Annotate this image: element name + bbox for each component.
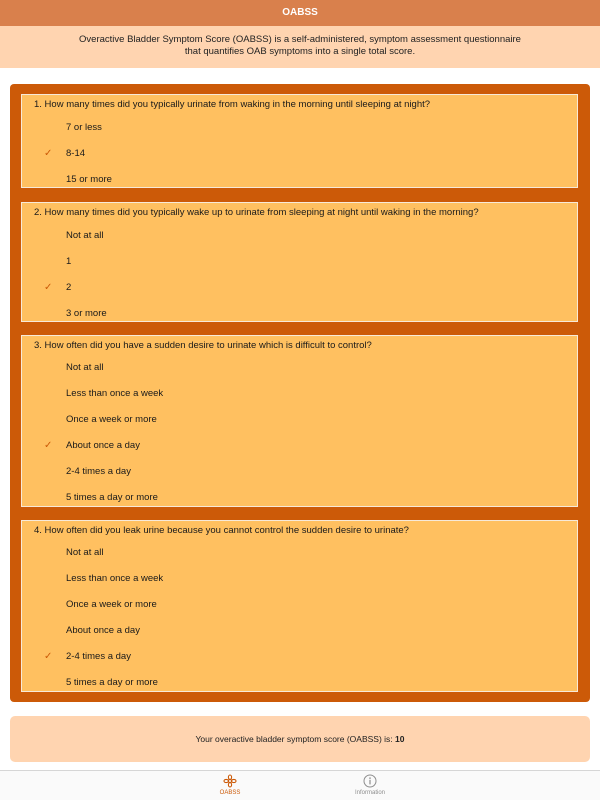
checkmark-icon [44, 677, 56, 689]
question-3 [21, 335, 578, 507]
option-label: 2 [66, 282, 72, 293]
score-label: Your overactive bladder symptom score (OABSS) is: [195, 734, 393, 744]
answer-option[interactable] [22, 116, 577, 142]
answer-option[interactable] [22, 142, 577, 168]
answer-option[interactable] [22, 276, 577, 302]
checkmark-icon [44, 625, 56, 637]
option-label: 5 times a day or more [66, 677, 158, 688]
checkmark-icon [44, 466, 56, 478]
option-label: 3 or more [66, 308, 107, 319]
option-label: Once a week or more [66, 414, 157, 425]
question-text: 4. How often did you leak urine because you cannot control the sudden desire to urinate? [34, 525, 409, 536]
checkmark-icon [44, 414, 56, 426]
option-label: Less than once a week [66, 388, 164, 399]
option-label: 5 times a day or more [66, 492, 158, 503]
info-icon [363, 774, 377, 788]
answer-option[interactable] [22, 434, 577, 460]
nav-title: OABSS [282, 7, 318, 18]
question-1 [21, 94, 578, 188]
answer-option[interactable] [22, 168, 577, 194]
option-label: Not at all [66, 362, 104, 373]
answer-option[interactable] [22, 619, 577, 645]
option-label: 8-14 [66, 148, 86, 159]
checkmark-icon: ✓ [44, 651, 53, 662]
checkmark-icon [44, 308, 56, 320]
option-label: 2-4 times a day [66, 466, 131, 477]
option-label: 2-4 times a day [66, 651, 131, 662]
option-label: Less than once a week [66, 573, 164, 584]
tab-information[interactable] [330, 774, 410, 800]
question-2 [21, 202, 578, 322]
nav-bar [0, 0, 600, 26]
option-label: About once a day [66, 625, 140, 636]
question-text: 1. How many times did you typically urinate from waking in the morning until sleeping at night? [34, 99, 431, 110]
option-label: 7 or less [66, 122, 102, 133]
option-label: About once a day [66, 440, 140, 451]
checkmark-icon [44, 362, 56, 374]
answer-option[interactable] [22, 382, 577, 408]
answer-option[interactable] [22, 593, 577, 619]
flower-icon [223, 774, 237, 788]
option-label: 15 or more [66, 174, 112, 185]
checkmark-icon: ✓ [44, 282, 53, 293]
score-result [10, 716, 590, 762]
checkmark-icon [44, 547, 56, 559]
option-label: Not at all [66, 547, 104, 558]
answer-option[interactable] [22, 541, 577, 567]
question-text: 3. How often did you have a sudden desire to urinate which is difficult to control? [34, 340, 372, 351]
question-text: 2. How many times did you typically wake up to urinate from sleeping at night until waking in the morning? [34, 207, 479, 218]
checkmark-icon: ✓ [44, 440, 53, 451]
tab-label: OABSS [219, 790, 241, 796]
answer-option[interactable] [22, 486, 577, 512]
answer-option[interactable] [22, 356, 577, 382]
answer-option[interactable] [22, 645, 577, 671]
tab-label: Information [354, 790, 385, 796]
answer-option[interactable] [22, 250, 577, 276]
checkmark-icon [44, 599, 56, 611]
answer-option[interactable] [22, 460, 577, 486]
intro-text: Overactive Bladder Symptom Score (OABSS) is a self-administered, symptom assessment questionnaire that quantifies OAB symptoms into a single total score. [79, 34, 521, 57]
answer-option[interactable] [22, 224, 577, 250]
checkmark-icon [44, 388, 56, 400]
answer-option[interactable] [22, 567, 577, 593]
questions-panel [10, 84, 590, 702]
checkmark-icon [44, 174, 56, 186]
answer-option[interactable] [22, 408, 577, 434]
option-label: 1 [66, 256, 72, 267]
answer-option[interactable] [22, 302, 577, 328]
option-label: Not at all [66, 230, 104, 241]
checkmark-icon [44, 573, 56, 585]
tab-bar [0, 770, 600, 800]
answer-option[interactable] [22, 671, 577, 697]
checkmark-icon: ✓ [44, 148, 53, 159]
score-value: 10 [395, 734, 405, 744]
option-label: Once a week or more [66, 599, 157, 610]
checkmark-icon [44, 492, 56, 504]
intro-banner [0, 26, 600, 68]
checkmark-icon [44, 230, 56, 242]
question-4 [21, 520, 578, 692]
checkmark-icon [44, 122, 56, 134]
tab-oabss[interactable] [190, 774, 270, 800]
checkmark-icon [44, 256, 56, 268]
